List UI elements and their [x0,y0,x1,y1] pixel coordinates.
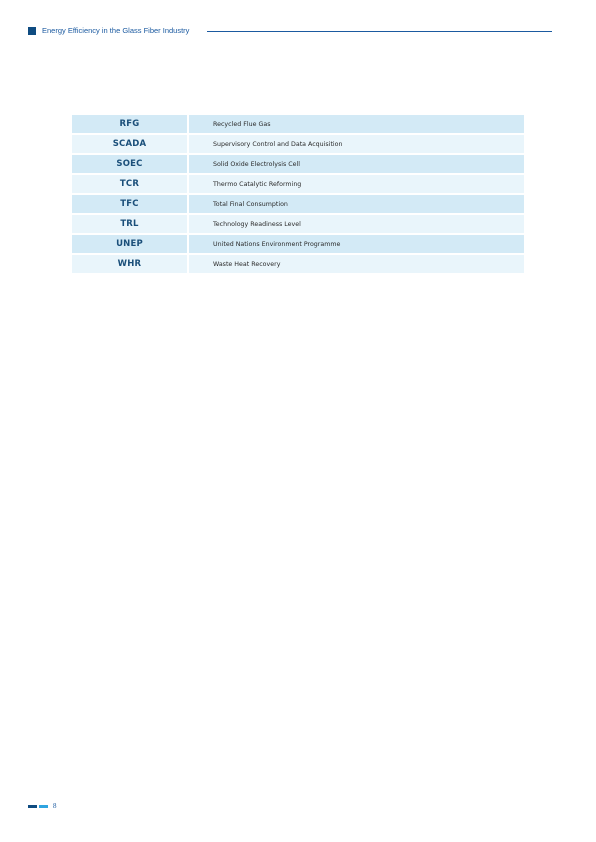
definition-cell: Recycled Flue Gas [189,115,524,133]
table-row [72,155,524,173]
table-row [72,115,524,133]
abbreviation-cell: WHR [72,255,187,273]
definition-cell: Total Final Consumption [189,195,524,213]
definition-cell: Solid Oxide Electrolysis Cell [189,155,524,173]
table-row [72,135,524,153]
definition-cell: Supervisory Control and Data Acquisition [189,135,524,153]
definition-cell: Thermo Catalytic Reforming [189,175,524,193]
header-rule [207,31,552,32]
abbreviation-cell: SCADA [72,135,187,153]
table-row [72,235,524,253]
abbreviation-cell: SOEC [72,155,187,173]
definition-cell: Waste Heat Recovery [189,255,524,273]
footer-bar-light-icon [39,805,48,808]
abbreviation-cell: TFC [72,195,187,213]
header-square-icon [28,27,36,35]
footer-bar-dark-icon [28,805,37,808]
page-footer [28,804,88,812]
abbreviation-cell: RFG [72,115,187,133]
table-row [72,255,524,273]
abbreviation-cell: TCR [72,175,187,193]
table-row [72,175,524,193]
abbreviation-cell: UNEP [72,235,187,253]
page-number: 8 [53,802,57,810]
table-row [72,215,524,233]
abbreviation-cell: TRL [72,215,187,233]
document-title: Energy Efficiency in the Glass Fiber Industry [42,26,190,35]
table-row [72,195,524,213]
definition-cell: Technology Readiness Level [189,215,524,233]
abbreviations-table [72,115,524,275]
page-header [28,27,552,37]
definition-cell: United Nations Environment Programme [189,235,524,253]
